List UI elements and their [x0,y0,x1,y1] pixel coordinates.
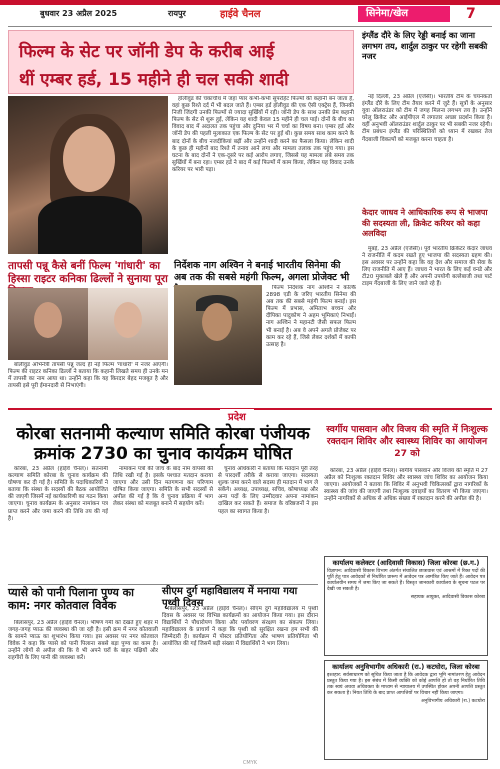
issue-date: बुधवार 23 अप्रैल 2025 [40,9,118,18]
notice-1-body: विज्ञापन: आदिवासी विकास विभाग अंतर्गत संचालित छात्रावास एवं आश्रमों में रिक्त पदों की पूर्ति हेतु पात्र आवेदकों से निर्धारित प्रारूप में आवेदन पत्र आमंत्रित किए जाते हैं। आवेदन पत्र कार्यालयीन समय में जमा किए जा सकते हैं। विस्तृत जानकारी कार्यालय के सूचना पटल पर देखी जा सकती है। [327,569,485,592]
page-number: 7 [466,6,476,22]
section-tag-cinema-sports: सिनेमा/खेल [358,6,450,22]
section-label: प्रदेश [220,409,254,423]
story-right-body: फिल्म निर्देशक नाग अश्विन ने कल्कि 2898 एडी के जरिए भारतीय सिनेमा की अब तक की सबसे महंगी फिल्म बनाई। इस फिल्म में प्रभास, अमिताभ बच्चन और दीपिका पादुकोण ने अहम भूमिकाएं निभाईं। नाग अश्विन ने महानटी जैसी सफल फिल्म भी बनाई है। अब वे अपने अगले प्रोजेक्ट पर काम कर रहे हैं, जिसे लेकर दर्शकों में काफी उत्साह है। [266,285,356,348]
side-story-2-headline: केदार जाधव ने आधिकारिक रूप से भाजपा की सदस्यता ली, क्रिकेट करियर को कहा अलविदा [362,208,488,239]
main-story-column-2: नामांकन पत्रों की जांच के बाद नाम वापसी की तिथि रखी गई है। इसके पश्चात मतदान कराया जाएगा और उसी दिन मतगणना कर परिणाम घोषित किया जाएगा। समिति के सभी सदस्यों से अपील की गई है कि वे चुनाव प्रक्रिया में भाग लेकर संस्था को मजबूत बनाने में सहयोग करें। [113,466,213,508]
story-left-headline: तापसी पन्नू कैसे बनीं फिल्म 'गांधारी' का हिस्सा राइटर कनिका ढिल्लों ने सुनाया पूरा [8,260,168,285]
bottom-mid-headline: सीएम दुर्ग महाविद्यालय में मनाया गया पृथ्वी दिवस [162,586,298,609]
lead-headline-box [8,30,354,94]
bottom-left-body: बिलासपुर, 23 अप्रैल (हाईवे चैनल)। भीषण गर्मी को देखते हुए शहर में जगह-जगह प्याऊ की व्यवस्था की जा रही है। इसी क्रम में नगर कोतवाली के सामने प्याऊ का शुभारंभ किया गया। इस अवसर पर नगर कोतवाल विवेक ने कहा कि प्यासे को पानी पिलाना सबसे बड़ा पुण्य का काम है। उन्होंने लोगों से अपील की कि वे भी अपने घरों के बाहर पक्षियों और राहगीरों के लिए पानी की व्यवस्था करें। [8,620,158,662]
main-story-headline: कोरबा सतनामी कल्याण समिति कोरबा पंजीयक क्रमांक 2730 का चुनाव कार्यक्रम घोषित [16,424,310,464]
side-story-1-body: नई दिल्ली, 23 अप्रैल (एजेंसी)। भारतीय टीम के चयनकर्ता इंग्लैंड दौरे के लिए टीम तैयार करने में जुटे हैं। सूत्रों के अनुसार युवा ऑलराउंडर को टीम में जगह मिलना लगभग तय है। उन्होंने घरेलू क्रिकेट और आईपीएल में लगातार अच्छा प्रदर्शन किया है। वहीं अनुभवी ऑलराउंडर शार्दुल ठाकुर पर भी सबकी नजर रहेगी। टीम प्रबंधन इंग्लैंड की परिस्थितियों को ध्यान में रखकर तेज गेंदबाजी विकल्पों को मजबूत करना चाहता है। [362,94,492,143]
edition-city: रायपुर [168,9,186,18]
top-color-strip [0,0,500,5]
right-story-body: कोरबा, 23 अप्रैल (हाईवे चैनल)। स्वर्गीय पासवान और विजय की स्मृति में 27 अप्रैल को निःशुल्क रक्तदान शिविर और स्वास्थ्य जांच शिविर का आयोजन किया जाएगा। आयोजकों ने बताया कि शिविर में अनुभवी चिकित्सकों द्वारा नागरिकों के स्वास्थ्य की जांच की जाएगी तथा निःशुल्क दवाइयों का वितरण भी किया जाएगा। उन्होंने नागरिकों से अधिक से अधिक संख्या में रक्तदान करने की अपील की है। [324,468,488,503]
notice-2-title: कार्यालय अनुविभागीय अधिकारी (रा.) कटघोरा, जिला कोरबा [332,663,480,671]
newspaper-logo: हाईवे चैनल [220,9,261,20]
story-right-headline: निर्देशक नाग अश्विन ने बनाई भारतीय सिनेमा की अब तक की सबसे महंगी फिल्म, अगला प्रोजेक्ट भी [174,260,350,283]
notice-2-body: इश्तहार: सर्वसाधारण को सूचित किया जाता है कि आवेदक द्वारा भूमि नामांतरण हेतु आवेदन प्रस्तुत किया गया है। इस संबंध में किसी व्यक्ति को कोई आपत्ति हो तो वह निर्धारित तिथि तक स्वयं अथवा अधिवक्ता के माध्यम से न्यायालय में उपस्थित होकर अपनी आपत्ति प्रस्तुत कर सकता है। नियत तिथि के बाद प्राप्त आपत्तियों पर विचार नहीं किया जाएगा। [327,673,485,696]
notice-1-signature: सहायक आयुक्त, आदिवासी विकास कोरबा [410,595,485,600]
bottom-mid-body: बिलासपुर, 23 अप्रैल (हाईवे चैनल)। सीएम दुर्ग महाविद्यालय में पृथ्वी दिवस के अवसर पर विभिन्न कार्यक्रमों का आयोजन किया गया। इस दौरान विद्यार्थियों ने पौधारोपण किया और पर्यावरण संरक्षण का संकल्प लिया। महाविद्यालय के प्राचार्य ने कहा कि पृथ्वी को सुरक्षित रखना हम सभी की जिम्मेदारी है। कार्यक्रम में पोस्टर प्रतियोगिता और भाषण प्रतियोगिता भी आयोजित की गई जिसमें बड़ी संख्या में विद्यार्थियों ने भाग लिया। [162,606,318,648]
story-left-body: बॉलीवुड अभिनेत्री तापसी पन्नू जल्द ही नई फिल्म 'गांधारी' में नजर आएंगी। फिल्म की राइटर कनिका ढिल्लों ने बताया कि कहानी लिखते समय ही उनके मन में तापसी का नाम आया था। उन्होंने कहा कि यह किरदार बेहद मजबूत है और तापसी इसे पूरी ईमानदारी से निभाएंगी। [8,362,168,390]
government-notice-1 [324,556,488,656]
notice-1-title: कार्यालय कलेक्टर (आदिवासी विकास) जिला कोरबा (छ.ग.) [332,559,480,567]
story-left-photo [8,288,168,360]
story-right-photo [174,285,262,385]
lead-photo [8,96,168,254]
divider [8,26,492,27]
masthead [0,6,500,24]
lead-headline-line-2: थीं एम्बर हर्ड, 15 महीने ही चल सकी शादी [19,70,289,90]
right-story-headline: स्वर्गीय पासवान और विजय की स्मृति में निःशुल्क रक्तदान शिविर और स्वास्थ्य शिविर का आयोजन 27 को [326,424,488,459]
lead-headline-line-1: फिल्म के सेट पर जॉनी डेप के करीब आई [19,42,275,62]
government-notice-2 [324,660,488,760]
lead-article-body: हॉलीवुड की चकाचौंध में जहां प्यार कभी-कभी सुपरहिट फिल्मों की कहानी बन जाता है, वहां कुछ रिश्ते दर्द में भी बदल जाते हैं। एम्बर हर्ड हॉलीवुड की एक ऐसी एक्ट्रेस हैं, जिनकी निजी जिंदगी उनकी फिल्मों से ज्यादा सुर्खियों में रही। जॉनी डेप के साथ उनकी प्रेम कहानी फिल्म के सेट से शुरू हुई, लेकिन यह शादी केवल 15 महीने ही चल पाई। दोनों के बीच का विवाद बाद में अदालत तक पहुंचा और दुनिया भर में चर्चा का विषय बना। एम्बर हर्ड और जॉनी डेप की पहली मुलाकात एक फिल्म के सेट पर हुई थी। कुछ समय साथ काम करने के बाद दोनों के बीच नजदीकियां बढ़ीं और उन्होंने शादी करने का फैसला किया। लेकिन शादी के कुछ ही महीनों बाद रिश्ते में तनाव आने लगा और मामला तलाक तक पहुंच गया। इस घटना के बाद दोनों ने एक-दूसरे पर कई आरोप लगाए, जिससे यह मामला लंबे समय तक सुर्खियों में बना रहा। एम्बर हर्ड ने बाद में कई फिल्मों में काम किया, लेकिन यह विवाद उनके करियर पर भारी पड़ा। [172,96,354,173]
section-divider [8,408,492,422]
notice-2-signature: अनुविभागीय अधिकारी (रा.) कटघोरा [421,699,485,704]
divider [8,584,318,585]
side-story-2-body: मुंबई, 23 अप्रैल (एजेंसी)। पूर्व भारतीय क्रिकेटर केदार जाधव ने राजनीति में कदम रखते हुए भाजपा की सदस्यता ग्रहण की। इस अवसर पर उन्होंने कहा कि वह देश और समाज की सेवा के लिए राजनीति में आए हैं। जाधव ने भारत के लिए कई वनडे और टी20 मुकाबले खेले हैं और अपनी उपयोगी बल्लेबाजी तथा पार्ट टाइम गेंदबाजी के लिए जाने जाते रहे हैं। [362,246,492,288]
side-story-1-headline: इंग्लैंड दौरे के लिए रेड्डी बनाई का जाना लगभग तय, शार्दुल ठाकुर पर रहेगी सबकी नजर [362,30,488,62]
main-story-column-1: कोरबा, 23 अप्रैल (हाईवे चैनल)। सतनामी कल्याण समिति कोरबा के चुनाव कार्यक्रम की घोषणा कर दी गई है। समिति के पदाधिकारियों ने बताया कि संस्था के सदस्यों की बैठक आयोजित की जाएगी जिसमें नई कार्यकारिणी का गठन किया जाएगा। चुनाव कार्यक्रम के अनुसार नामांकन पत्र प्राप्त करने और जमा करने की तिथि तय की गई है। [8,466,108,522]
bottom-left-headline: प्यासे को पानी पिलाना पुण्य का काम: नगर कोतवाल विवेक [8,586,134,612]
print-color-marker: CMYK [242,760,258,766]
main-story-column-3: चुनाव अधिकारी ने बताया कि मतदान पूरी तरह से पारदर्शी तरीके से कराया जाएगा। सदस्यता शुल्क जमा करने वाले सदस्य ही मतदान में भाग ले सकेंगे। अध्यक्ष, उपाध्यक्ष, सचिव, कोषाध्यक्ष और अन्य पदों के लिए उम्मीदवार अपना नामांकन दाखिल कर सकते हैं। समाज के वरिष्ठजनों ने इस पहल का स्वागत किया है। [218,466,318,515]
